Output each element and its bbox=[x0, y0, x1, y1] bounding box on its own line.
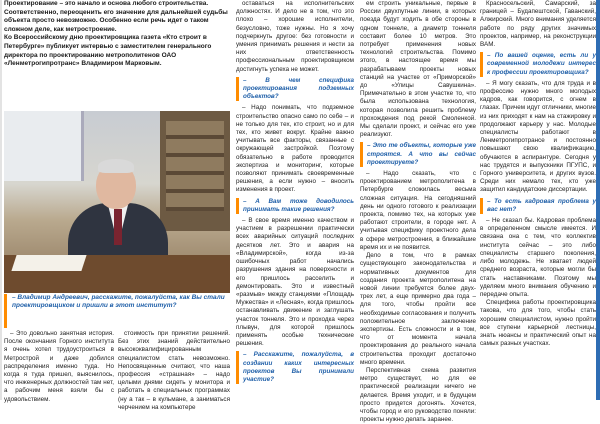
paragraph: – Надо понимать, что подземное строительство опасно само по себе – и не только для тех, кто строит, но и для тех, кто живет вокруг. Крайне важно учитывать все факторы, связанные с окружающей застройкой. Поэтому обязательно в работе проводится экспертиза и мониторинг, которые позволяют принимать своевременные решения, а если нужно – вносить изменения в проект. bbox=[236, 104, 354, 194]
paragraph: Перспективная схема развития метро существует, но для ее практической реализации ничего не делается. Время уходит, и в будущем просто придется догонять. Хочется, чтобы город и его руководство поняли: проекты нужно делать заранее. bbox=[360, 366, 476, 424]
interview-question: – Это те объекты, которые уже строятся. А что вы сейчас проектируете? bbox=[360, 142, 476, 167]
page-edge bbox=[0, 0, 2, 400]
interview-question: – То есть кадровая проблема у вас нет? bbox=[480, 198, 596, 214]
portrait-photo bbox=[4, 111, 230, 293]
article-column-3 bbox=[236, 0, 354, 400]
paragraph: – В свое время именно качеством и участием в разрешении практически всех аварийных ситуаций последних десятков лет. Это и авария на «Владимирской», когда из-за ошибочных работ начались разрушения здания на поверхности и его пришлось расселить и демонтировать. Это и известный «размыв» между станциями «Площадь Мужества» и «Лесная», когда пришлось останавливать движение и заглушать участок тоннеля. Это и проходка через плывун, для которой пришлось применять особые технические решения. bbox=[236, 217, 354, 348]
interview-question: – В чем специфика проектирования подземных объектов? bbox=[236, 77, 354, 102]
article-column-1 bbox=[4, 330, 114, 403]
column-text: – Это довольно занятная история. После окончания Горного института я очень хотел трудоустроиться в Метрострой и даже добился распределения именно туда. Но когда я туда пришел, выяснилось, что инженерных должностей там нет, а рабочим меня взяли бы с удовольствием. bbox=[4, 330, 114, 403]
interview-question: – А Вам тоже доводилось принимать такие решения? bbox=[236, 198, 354, 214]
interview-question-1 bbox=[4, 294, 230, 328]
paragraph: Специфика работы проектировщика такова, что для того, чтобы стать хорошим специалистом, нужно пройти все ступени карьерной лестницы, знать нюансы и практический опыт на самых разных участках. bbox=[480, 299, 596, 348]
paragraph: Красносельский, Самарский, за границей – Будапештской, Гаванский, Алжирский. Много внимания уделяется работе по ряду других значимых проектов, например, на реконструкции ВАМ. bbox=[480, 0, 596, 49]
interview-question: – По вашей оценке, есть ли у современной молодежи интерес к профессии проектировщика? bbox=[480, 52, 596, 77]
page-edge-accent bbox=[596, 0, 600, 400]
paragraph: оставаться на исполнительских должностях. И дело не в том, что это плохо – хорошие исполнители, безусловно, тоже нужны. Но я хочу подчеркнуть другое: без готовности и умения принимать решения и нести за них ответственность профессиональным проектировщиком достигнуть успеха не может. bbox=[236, 0, 354, 73]
paragraph: – Я могу сказать, что для труда и в профессию нужно много молодых кадров, как говорится, с огнем в глазах. Причем идут отличники, многие из них приходят к нам на стажировку и продолжают карьеру у нас. Молодые специалисты работают в Ленметрогипротрансе и постоянно повышают свою квалификацию, обучаются в аспирантуре. Сегодня у нас трудятся и выпускники ПГУПС, и Горного университета, и других вузов. Среди них немало тех, кто уже защитил кандидатские диссертации. bbox=[480, 79, 596, 194]
lead-text-1: Проектирование – это начало и основа любого строительства. Соответственно, переоценить его значение для дальнейшей судьбы объекта просто невозможно. Особенно если речь идет о таком сложном деле, как метростроение. bbox=[4, 0, 228, 33]
column-text: стоимость при принятии решений. Без этих знаний действительно высококвалифицированным специалистом стать невозможно. Непосвященные считают, что наша профессия «страшная» – надо целыми днями сидеть у монитора и работать в специальных программах (ну а так – в кульмане, а заниматься черчением на компьютере bbox=[118, 330, 230, 411]
paragraph: ем строить уникальные, первые в России двухпутные линии, в которых поезда будут ходить в обе стороны в одном тоннеле, а диаметр тоннеля составит более 10 метров. Это потребует применения новых технологий строительства. Помимо этого, в настоящее время мы разрабатываем проекты новых станций на участке от «Приморской» до «Улицы Савушкина». Примечательно в этом участке то, что была использована технология, которая позволила решить проблему прохождения под рекой Смоленкой. Мы сделали проект, и сейчас его уже реализуют. bbox=[360, 0, 476, 139]
article-column-2 bbox=[118, 330, 230, 411]
interview-question: – Расскажите, пожалуйста, в создании каких интересных проектов Вы принимали участие? bbox=[236, 351, 354, 384]
paragraph: – Не сказал бы. Кадровая проблема в определенном смысле имеется. И связана она с тем, что коллектив института сейчас – это либо специалисты старшего поколения, либо молодежь. Не хватает людей среднего возраста, которые могли бы стать наставниками. Поэтому мы уделяем много внимания обучению и передаче опыта. bbox=[480, 217, 596, 298]
lead-text-2: Ко Всероссийскому дню проектировщика газета «Кто строит в Петербурге» публикует интервью с заместителем генерального директора по проектированию метрополитенов ОАО «Ленметрогипротранс» Владимиром Марковым. bbox=[4, 34, 212, 68]
article-column-4 bbox=[360, 0, 476, 424]
lead-paragraph bbox=[4, 0, 230, 110]
paragraph: – Надо сказать, что с проектированием метрополитена в Петербурге сложилась весьма сложная ситуация. На сегодняшний день ни одного готового к реализации проекта, помимо тех, на которых уже работают строители, в городе нет. А учитывая специфику проектного дела в сфере метростроения, в ближайшие время их и не появится. bbox=[360, 170, 476, 251]
question-text: – Владимир Андреевич, расскажите, пожалуйста, как Вы стали проектировщиком и пришли в этот институт? bbox=[12, 294, 225, 310]
paragraph: Дело в том, что в рамках существующего законодательства и нормативных документов для создания проекта метрополитена на новой линии требуется более двух-трех лет, а еще примерно два года – для того, чтобы пройти все необходимые согласования и получить положительное заключение экспертизы. Есть сложности и в том, что от момента начала проектирования до реального начала строительства проходит достаточно много времени. bbox=[360, 252, 476, 366]
article-column-5 bbox=[480, 0, 596, 400]
